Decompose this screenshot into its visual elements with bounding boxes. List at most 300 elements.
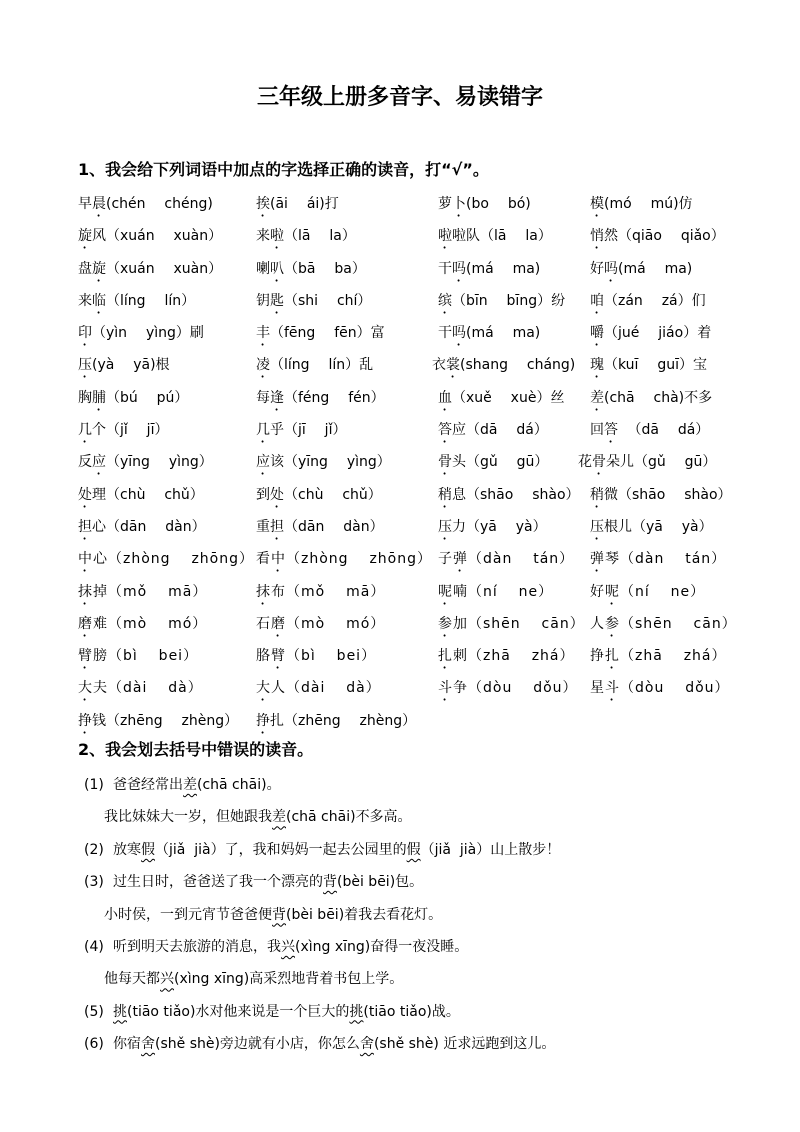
word-text: (má ma): [618, 260, 693, 277]
text-segment: (tiāo tiǎo)战。: [363, 1003, 460, 1020]
word-item: [438, 479, 580, 511]
word-item: [78, 188, 213, 220]
wavy-underlined-char: 差: [183, 777, 197, 793]
dotted-char: 骨: [592, 454, 606, 471]
word-text: 掉（mǒ mā）: [93, 583, 208, 600]
section-1-heading: 1、我会给下列词语中加点的字选择正确的读音，打“√”。: [78, 160, 489, 179]
dotted-char: 悄: [590, 228, 604, 245]
sentence-line: [0, 769, 800, 801]
word-row: [78, 705, 738, 737]
word-item: [438, 576, 553, 608]
word-item: [78, 414, 168, 446]
dotted-char: 弹: [590, 551, 605, 568]
word-row: [78, 672, 738, 704]
text-segment: (chā chāi)不多高。: [286, 809, 412, 826]
sentence-line: [0, 801, 800, 833]
sentence-list: [0, 769, 800, 1061]
dotted-char: 参: [605, 615, 620, 632]
sentence-line: [0, 931, 800, 963]
word-text: （líng lín）乱: [270, 357, 374, 374]
word-text: 好: [590, 583, 605, 600]
word-text: 头（gǔ gū）: [452, 454, 549, 471]
word-text: （dā dá）: [618, 422, 710, 439]
word-item: [578, 446, 716, 478]
word-item: [590, 285, 706, 317]
word-item: [438, 640, 575, 672]
word-text: 心（zhòng zhōng）: [93, 551, 254, 568]
item-number: (1): [84, 777, 104, 793]
dotted-char: 弹: [453, 551, 468, 568]
word-item: [438, 608, 585, 640]
dotted-char: 斗: [438, 680, 453, 697]
word-row: [78, 414, 738, 446]
word-text: (mó mú)仿: [604, 196, 693, 212]
word-item: [590, 479, 732, 511]
dotted-char: 卜: [452, 196, 466, 212]
word-text: 啦队（lā la）: [452, 228, 552, 245]
word-text: (chén chéng): [106, 196, 213, 212]
word-text: 力（yā yà）: [452, 518, 547, 535]
word-text: 每: [256, 389, 270, 406]
sentence-line: [0, 963, 800, 995]
word-row: [78, 511, 738, 543]
word-item: [78, 640, 198, 672]
word-item: [78, 479, 204, 511]
word-item: [78, 285, 195, 317]
wavy-underlined-char: 挑: [349, 1003, 364, 1020]
word-text: （shēn cān）: [620, 615, 737, 632]
word-row: [78, 479, 738, 511]
word-text: 息（shāo shào）: [452, 486, 580, 503]
wavy-underlined-char: 差: [272, 809, 286, 826]
text-segment: (shě shè)旁边就有小店，你怎么: [155, 1036, 360, 1053]
dotted-char: 中: [271, 551, 286, 568]
dotted-char: 应: [256, 454, 270, 471]
word-item: [78, 349, 170, 381]
word-row: [78, 446, 738, 478]
item-number: (2): [84, 841, 104, 858]
dotted-char: 逢: [270, 389, 284, 406]
word-text: （jué jiáo）着: [604, 325, 712, 342]
word-item: [590, 672, 730, 704]
word-row: [78, 317, 738, 349]
sentence-line: [0, 866, 800, 898]
sentence-text: [113, 1028, 555, 1060]
word-text: 反: [78, 454, 92, 471]
word-item: [78, 382, 188, 414]
dotted-char: 啦: [270, 228, 284, 245]
word-item: [256, 188, 339, 220]
word-text: （ní ne）: [620, 583, 706, 600]
word-text: 钥: [256, 292, 270, 309]
wavy-underlined-char: 舍: [359, 1036, 374, 1053]
word-text: 重: [256, 518, 270, 535]
word-item: [256, 220, 356, 252]
dotted-char: 血: [438, 389, 452, 406]
word-item: [590, 576, 705, 608]
sentence-line: [0, 996, 800, 1028]
word-text: 挣: [590, 648, 605, 665]
text-segment: 你宿: [113, 1036, 141, 1053]
word-text: (āi ái)打: [270, 196, 339, 212]
dotted-char: 印: [78, 325, 92, 342]
sentence-text: [113, 996, 460, 1028]
sentence-text: [104, 899, 442, 931]
section-2-heading: 2、我会划去括号中错误的读音。: [78, 740, 314, 759]
word-text: (bo bó): [466, 196, 531, 212]
word-text: 然（qiāo qiǎo）: [604, 228, 725, 245]
dotted-char: 处: [78, 486, 92, 503]
dotted-char: 瑰: [590, 357, 604, 374]
text-segment: 他每天都: [104, 971, 160, 988]
dotted-char: 丰: [256, 325, 270, 342]
word-item: [590, 414, 709, 446]
sentence-text: [104, 801, 412, 833]
word-text: （bā ba）: [284, 260, 366, 277]
word-text: （bì bei）: [286, 648, 377, 665]
word-text: 膀（bì bei）: [93, 648, 199, 665]
sentence-text: [113, 931, 468, 963]
dotted-char: 脯: [92, 389, 106, 406]
dotted-char: 裳: [446, 357, 460, 374]
word-item: [432, 349, 575, 381]
word-text: （xuán xuàn）: [106, 260, 223, 277]
word-text: (má ma): [466, 260, 541, 277]
word-text: 盘: [78, 260, 92, 277]
word-text: 根儿（yā yà）: [604, 518, 713, 535]
dotted-char: 大: [256, 680, 271, 697]
dotted-char: 磨: [271, 615, 286, 632]
dotted-char: 答: [438, 422, 452, 439]
dotted-char: 稍: [438, 486, 452, 503]
word-text: 乎（jī jǐ）: [270, 422, 347, 439]
dotted-char: 稍: [590, 486, 604, 503]
word-text: 人（dài dà）: [271, 680, 381, 697]
word-item: [438, 253, 540, 285]
wavy-underlined-char: 假: [141, 841, 155, 858]
word-item: [78, 576, 207, 608]
dotted-char: 大: [78, 680, 93, 697]
word-text: 难（mò mó）: [93, 615, 208, 632]
dotted-char: 臂: [78, 648, 93, 665]
dotted-char: 差: [590, 389, 604, 406]
word-item: [78, 317, 204, 349]
dotted-char: 臂: [271, 648, 286, 665]
word-item: [256, 511, 384, 543]
text-segment: 放寒: [113, 841, 141, 858]
word-item: [438, 414, 548, 446]
sentence-line: [0, 834, 800, 866]
word-item: [590, 188, 693, 220]
word-item: [256, 414, 346, 446]
word-text: 扎（zhēng zhèng）: [270, 712, 417, 729]
word-item: [256, 543, 432, 575]
dotted-char: 挣: [256, 712, 270, 729]
word-item: [438, 446, 548, 478]
word-row: [78, 220, 738, 252]
dotted-char: 啦: [438, 228, 452, 245]
word-row: [78, 543, 738, 575]
word-item: [256, 349, 373, 381]
dotted-char: 晨: [92, 196, 106, 212]
word-text: （féng fén）: [284, 389, 385, 406]
word-item: [438, 543, 574, 575]
dotted-char: 抹: [256, 583, 271, 600]
dotted-char: 担: [270, 518, 284, 535]
text-segment: 爸爸经常出: [113, 777, 183, 793]
word-text: 胸: [78, 389, 92, 406]
word-text: （chù chǔ）: [284, 486, 382, 503]
word-item: [438, 285, 565, 317]
word-text: （bú pú）: [106, 389, 189, 406]
dotted-char: 斗: [605, 680, 620, 697]
word-text: 刺（zhā zhá）: [453, 648, 575, 665]
dotted-char: 呢: [438, 583, 453, 600]
wavy-underlined-char: 背: [323, 874, 337, 891]
word-row: [78, 576, 738, 608]
dotted-char: 咱: [590, 292, 604, 309]
word-item: [78, 705, 238, 737]
text-segment: (bèi bēi)包。: [337, 874, 424, 891]
dotted-char: 旋: [92, 260, 106, 277]
item-number: (4): [84, 938, 104, 955]
text-segment: (chā chāi)。: [197, 777, 281, 793]
word-item: [256, 285, 371, 317]
word-item: [256, 672, 381, 704]
sentence-text: [104, 963, 403, 995]
word-item: [256, 253, 366, 285]
word-item: [438, 220, 552, 252]
word-text: 钱（zhēng zhèng）: [92, 712, 239, 729]
dotted-char: 旋: [78, 228, 92, 245]
word-item: [78, 672, 203, 704]
word-item: [256, 317, 385, 349]
word-text: (má ma): [466, 325, 541, 342]
word-item: [256, 382, 385, 414]
dotted-char: 中: [78, 551, 93, 568]
word-item: [78, 511, 206, 543]
word-text: 布（mǒ mā）: [271, 583, 386, 600]
word-item: [78, 608, 207, 640]
dotted-char: 骨: [438, 454, 452, 471]
text-segment: 我比妹妹大一岁，但她跟我: [104, 809, 272, 826]
word-text: 石: [256, 615, 271, 632]
word-item: [590, 253, 692, 285]
word-text: 回: [590, 422, 604, 439]
word-text: 争（dòu dǒu）: [453, 680, 578, 697]
word-grid: [78, 188, 738, 737]
word-item: [438, 188, 531, 220]
word-text: （líng lín）: [106, 292, 196, 309]
wavy-underlined-char: 挑: [113, 1003, 127, 1020]
word-text: 该（yīng yìng）: [270, 454, 391, 471]
dotted-char: 吗: [604, 260, 618, 277]
word-text: （yīng yìng）: [106, 454, 213, 471]
word-item: [256, 705, 416, 737]
word-item: [78, 543, 254, 575]
dotted-char: 挣: [78, 712, 92, 729]
word-text: (shang cháng): [460, 357, 576, 374]
word-text: 喃（ní ne）: [453, 583, 554, 600]
word-row: [78, 608, 738, 640]
dotted-char: 吗: [452, 260, 466, 277]
word-text: （dòu dǒu）: [620, 680, 730, 697]
sentence-line: [0, 1028, 800, 1060]
word-text: 喇: [256, 260, 270, 277]
word-row: [78, 382, 738, 414]
word-text: 子: [438, 551, 453, 568]
word-item: [590, 543, 726, 575]
word-item: [256, 640, 376, 672]
word-text: (chā chà)不多: [604, 389, 713, 406]
word-text: （yìn yìng）刷: [92, 325, 204, 342]
dotted-char: 挨: [256, 196, 270, 212]
text-segment: （jiǎ jià）了，我和妈妈一起去公园里的: [155, 841, 407, 858]
wavy-underlined-char: 兴: [160, 971, 174, 988]
text-segment: (xìng xīng)高采烈地背着书包上学。: [174, 971, 404, 988]
word-text: （shi chí）: [284, 292, 372, 309]
word-text: （kuī guī）宝: [604, 357, 707, 374]
word-row: [78, 349, 738, 381]
word-text: 看: [256, 551, 271, 568]
word-text: 胳: [256, 648, 271, 665]
word-text: （zhòng zhōng）: [286, 551, 432, 568]
word-row: [78, 188, 738, 220]
word-text: 干: [438, 260, 452, 277]
word-text: 衣: [432, 357, 446, 374]
dotted-char: 模: [590, 196, 604, 212]
word-item: [78, 253, 222, 285]
word-text: 花: [578, 454, 592, 471]
word-text: 干: [438, 325, 452, 342]
dotted-char: 几: [78, 422, 92, 439]
dotted-char: 叭: [270, 260, 284, 277]
word-text: 到: [256, 486, 270, 503]
page-title: 三年级上册多音字、易读错字: [256, 85, 543, 110]
dotted-char: 匙: [270, 292, 284, 309]
wavy-underlined-char: 舍: [141, 1036, 155, 1053]
word-text: 心（dān dàn）: [92, 518, 206, 535]
dotted-char: 处: [270, 486, 284, 503]
word-item: [590, 317, 711, 349]
wavy-underlined-char: 背: [272, 906, 286, 923]
wavy-underlined-char: 假: [406, 841, 421, 858]
sentence-line: [0, 899, 800, 931]
word-item: [590, 382, 712, 414]
word-text: 好: [590, 260, 604, 277]
sentence-text: [113, 769, 281, 801]
word-item: [78, 446, 213, 478]
dotted-char: 扎: [438, 648, 453, 665]
text-segment: 小时侯，一到元宵节爸爸便: [104, 906, 272, 923]
word-item: [590, 220, 725, 252]
word-text: 应（dā dá）: [452, 422, 548, 439]
text-segment: (bèi bēi)着我去看花灯。: [286, 906, 443, 923]
item-number: (3): [84, 874, 104, 891]
word-text: （fēng fēn）富: [270, 325, 385, 342]
word-item: [256, 446, 391, 478]
word-text: 琴（dàn tán）: [605, 551, 727, 568]
word-row: [78, 285, 738, 317]
dotted-char: 压: [590, 518, 604, 535]
word-text: 微（shāo shào）: [604, 486, 732, 503]
word-row: [78, 253, 738, 285]
dotted-char: 答: [604, 422, 618, 439]
word-item: [78, 220, 222, 252]
word-text: 人: [590, 615, 605, 632]
word-text: 夫（dài dà）: [93, 680, 203, 697]
dotted-char: 临: [92, 292, 106, 309]
item-number: (6): [84, 1036, 104, 1053]
word-text: （dàn tán）: [468, 551, 575, 568]
word-text: （bīn bīng）纷: [452, 292, 566, 309]
word-text: 风（xuán xuàn）: [92, 228, 223, 245]
dotted-char: 压: [438, 518, 452, 535]
word-text: 来: [78, 292, 92, 309]
word-text: (yà yā)根: [92, 357, 170, 374]
word-item: [438, 672, 578, 704]
text-segment: (tiāo tiǎo)水对他来说是一个巨大的: [127, 1003, 350, 1020]
word-text: 星: [590, 680, 605, 697]
dotted-char: 抹: [78, 583, 93, 600]
dotted-char: 扎: [605, 648, 620, 665]
dotted-char: 压: [78, 357, 92, 374]
word-text: 加（shēn cān）: [453, 615, 585, 632]
word-text: 萝: [438, 196, 452, 212]
word-text: （dān dàn）: [284, 518, 384, 535]
dotted-char: 吗: [452, 325, 466, 342]
word-item: [256, 608, 385, 640]
dotted-char: 凌: [256, 357, 270, 374]
word-item: [438, 511, 547, 543]
word-item: [256, 479, 382, 511]
word-row: [78, 640, 738, 672]
word-text: （xuě xuè）丝: [452, 389, 565, 406]
word-item: [590, 640, 727, 672]
dotted-char: 嚼: [590, 325, 604, 342]
dotted-char: 担: [78, 518, 92, 535]
dotted-char: 呢: [605, 583, 620, 600]
word-item: [590, 349, 707, 381]
word-item: [590, 608, 737, 640]
word-text: 早: [78, 196, 92, 212]
word-text: 朵儿（gǔ gū）: [606, 454, 717, 471]
text-segment: 听到明天去旅游的消息，我: [113, 938, 281, 955]
word-text: 个（jǐ jī）: [92, 422, 169, 439]
dotted-char: 几: [256, 422, 270, 439]
item-number: (5): [84, 1003, 104, 1020]
word-text: （zhā zhá）: [620, 648, 727, 665]
text-segment: （jiǎ jià）山上散步！: [420, 841, 561, 858]
sentence-text: [113, 866, 423, 898]
dotted-char: 参: [438, 615, 453, 632]
word-text: （lā la）: [284, 228, 356, 245]
word-text: 理（chù chǔ）: [92, 486, 204, 503]
sentence-text: [113, 834, 560, 866]
word-item: [590, 511, 713, 543]
text-segment: 过生日时，爸爸送了我一个漂亮的: [113, 874, 323, 891]
word-text: 来: [256, 228, 270, 245]
word-text: （zán zá）们: [604, 292, 706, 309]
dotted-char: 应: [92, 454, 106, 471]
dotted-char: 缤: [438, 292, 452, 309]
word-item: [256, 576, 385, 608]
word-text: （mò mó）: [286, 615, 386, 632]
text-segment: (shě shè) 近求远跑到这儿。: [373, 1036, 556, 1053]
word-item: [438, 382, 564, 414]
word-item: [438, 317, 540, 349]
wavy-underlined-char: 兴: [281, 938, 295, 955]
